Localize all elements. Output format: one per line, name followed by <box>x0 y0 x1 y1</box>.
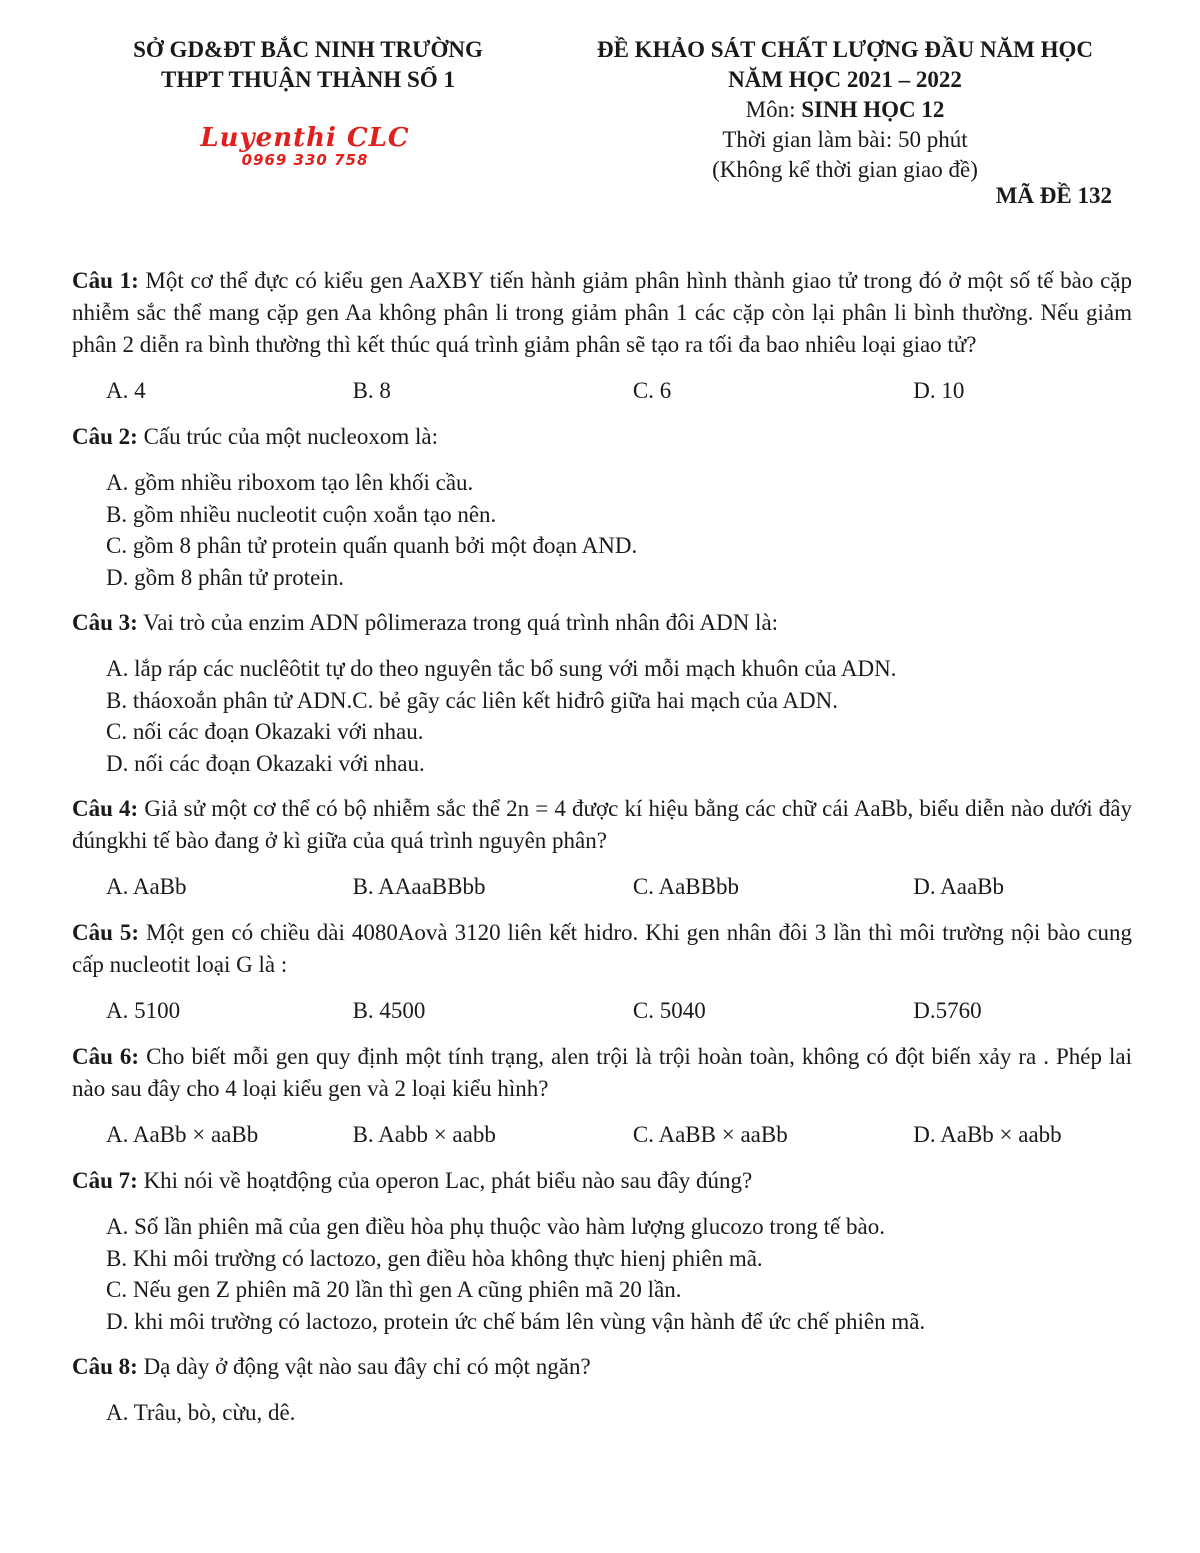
answer-option: C. 5040 <box>632 998 706 1023</box>
answer-option: D. khi môi trường có lactozo, protein ức chế bám lên vùng vận hành để ức chế phiên mã. <box>106 1308 926 1334</box>
answer-option: C. Nếu gen Z phiên mã 20 lần thì gen A cũng phiên mã 20 lần. <box>106 1277 682 1302</box>
answer-option: D. AaaBb <box>913 874 1004 899</box>
answer-option: B. tháoxoắn phân tử ADN.C. bẻ gãy các liên kết hiđrô giữa hai mạch của ADN. <box>106 687 838 713</box>
answer-options <box>72 871 1132 903</box>
answer-option: A. lắp ráp các nuclêôtit tự do theo nguyên tắc bổ sung với mỗi mạch khuôn của ADN. <box>106 656 897 681</box>
answer-option: B. 4500 <box>352 998 426 1023</box>
department-name: SỞ GD&ĐT BẮC NINH TRƯỜNG <box>133 37 483 62</box>
answer-options <box>72 653 1132 779</box>
question-text: Một gen có chiều dài 4080Aovà 3120 liên kết hidro. Khi gen nhân đôi 3 lần thì môi trường nội bào cung cấp nucleotit loại G là : <box>72 920 1133 977</box>
question <box>72 1041 1132 1105</box>
answer-option: B. AAaaBBbb <box>352 874 486 899</box>
question-text: Cho biết mỗi gen quy định một tính trạng, alen trội là trội hoàn toàn, không có đột biến xảy ra . Phép lai nào sau đây cho 4 loại kiểu gen và 2 loại kiểu hình? <box>72 1044 1132 1101</box>
exam-code: MÃ ĐỀ 132 <box>995 183 1112 208</box>
answer-options <box>72 995 1132 1027</box>
exam-duration: Thời gian làm bài: 50 phút <box>722 127 968 152</box>
question-text: Dạ dày ở động vật nào sau đây chỉ có một ngăn? <box>137 1354 591 1379</box>
answer-option: D. 10 <box>913 378 965 403</box>
questions-list <box>72 265 1132 1443</box>
subject-line <box>520 95 1170 125</box>
answer-option: B. Khi môi trường có lactozo, gen điều hòa không thực hienj phiên mã. <box>106 1245 763 1271</box>
answer-options <box>72 1397 1132 1429</box>
answer-option: D. gồm 8 phân tử protein. <box>106 564 344 590</box>
question <box>72 917 1132 981</box>
answer-option: B. 8 <box>352 378 391 403</box>
question-text: Khi nói về hoạtđộng của operon Lac, phát biểu nào sau đây đúng? <box>137 1168 753 1193</box>
question <box>72 607 1132 639</box>
answer-option: A. AaBb × aaBb <box>106 1122 259 1147</box>
answer-option: B. gồm nhiều nucleotit cuộn xoắn tạo nên. <box>106 501 497 527</box>
question-number: Câu 2: <box>72 424 138 449</box>
answer-option: C. nối các đoạn Okazaki với nhau. <box>106 719 424 744</box>
question-text: Giả sử một cơ thể có bộ nhiễm sắc thể 2n = 4 được kí hiệu bằng các chữ cái AaBb, biểu diễn nào dưới đây đúngkhi tế bào đang ở kì giữa của quá trình nguyên phân? <box>72 796 1132 853</box>
school-year: NĂM HỌC 2021 – 2022 <box>728 67 962 92</box>
answer-option: A. AaBb <box>106 874 187 899</box>
logo-text: Luyenthi CLC <box>200 123 410 153</box>
question <box>72 265 1132 361</box>
question-text: Cấu trúc của một nucleoxom là: <box>137 424 439 449</box>
question-text: Một cơ thể đực có kiểu gen AaXBY tiến hành giảm phân hình thành giao tử trong đó ở một số tế bào cặp nhiễm sắc thể mang cặp gen Aa không phân li trong giảm phân 1 các cặp còn lại phân li bình thường. Nếu giảm phân 2 diễn ra bình thường thì kết thúc quá trình giảm phân sẽ tạo ra tối đa bao nhiêu loại giao tử? <box>72 268 1132 357</box>
question <box>72 1165 1132 1197</box>
answer-option: C. AaBB × aaBb <box>632 1122 788 1147</box>
answer-option: D.5760 <box>913 998 982 1023</box>
question-number: Câu 5: <box>72 920 140 945</box>
question-number: Câu 7: <box>72 1168 138 1193</box>
answer-options <box>72 375 1132 407</box>
question-number: Câu 4: <box>72 796 139 821</box>
exam-duration-note: (Không kể thời gian giao đề) <box>712 157 978 182</box>
answer-option: A. Số lần phiên mã của gen điều hòa phụ thuộc vào hàm lượng glucozo trong tế bào. <box>106 1214 885 1239</box>
question-number: Câu 8: <box>72 1354 138 1379</box>
answer-option: C. gồm 8 phân tử protein quấn quanh bởi một đoạn AND. <box>106 533 638 558</box>
answer-options <box>72 1119 1132 1151</box>
question <box>72 1351 1132 1383</box>
subject-label: Môn: <box>745 97 802 122</box>
answer-option: A. Trâu, bò, cừu, dê. <box>106 1400 296 1425</box>
answer-option: C. AaBBbb <box>632 874 739 899</box>
question-number: Câu 1: <box>72 268 139 293</box>
question-number: Câu 6: <box>72 1044 140 1069</box>
answer-option: D. AaBb × aabb <box>913 1122 1062 1147</box>
answer-option: A. gồm nhiều riboxom tạo lên khối cầu. <box>106 470 474 495</box>
exam-title: ĐỀ KHẢO SÁT CHẤT LƯỢNG ĐẦU NĂM HỌC <box>596 37 1094 62</box>
school-name: THPT THUẬN THÀNH SỐ 1 <box>161 67 455 92</box>
logo-phone: 0969 330 758 <box>241 151 369 169</box>
answer-options <box>72 1211 1132 1337</box>
answer-options <box>72 467 1132 593</box>
question-text: Vai trò của enzim ADN pôlimeraza trong quá trình nhân đôi ADN là: <box>137 610 779 635</box>
school-header <box>78 35 538 95</box>
watermark-logo <box>190 124 420 168</box>
answer-option: D. nối các đoạn Okazaki với nhau. <box>106 750 425 776</box>
subject-name: SINH HỌC 12 <box>801 97 945 122</box>
question-number: Câu 3: <box>72 610 138 635</box>
answer-option: A. 4 <box>106 378 146 403</box>
answer-option: B. Aabb × aabb <box>352 1122 496 1147</box>
exam-header <box>520 35 1170 185</box>
question <box>72 793 1132 857</box>
question <box>72 421 1132 453</box>
answer-option: A. 5100 <box>106 998 181 1023</box>
answer-option: C. 6 <box>632 378 672 403</box>
